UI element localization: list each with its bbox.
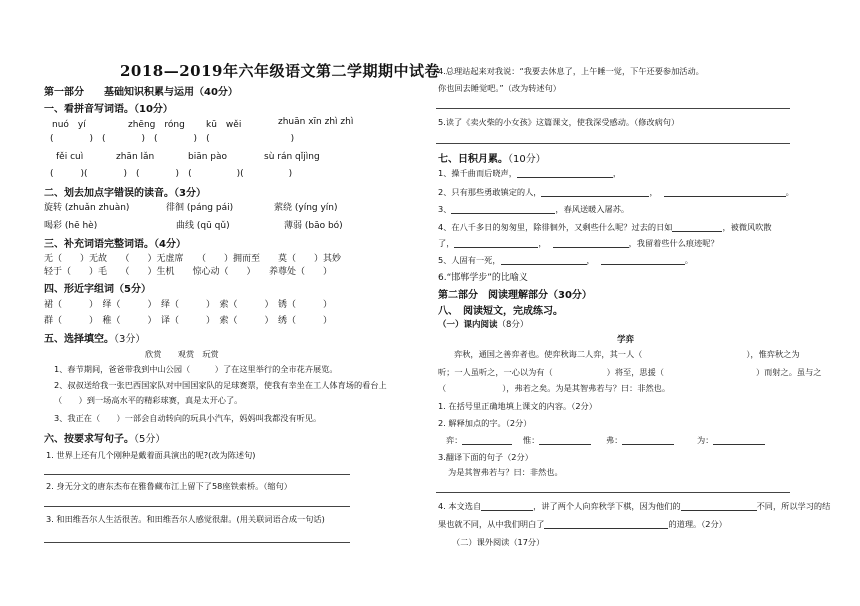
section2-heading: 二、划去加点字错误的读音。（3分）: [44, 188, 206, 199]
pinyin-5: fěi cuì: [56, 152, 84, 162]
answer-bracket-row1: ( ) ( ) ( ) ( ): [50, 134, 295, 144]
pinyin-4: zhuān xīn zhì zhì: [278, 117, 354, 127]
blank[interactable]: [672, 221, 722, 232]
similar-char-line-2: 群（ ） 稚（ ） 译（ ） 索（ ） 绣（ ）: [44, 316, 333, 326]
blank[interactable]: [681, 500, 757, 511]
reading-item-3: 萦绕 (yíng yín): [274, 203, 338, 213]
passage-line-2: 听；一人虽听之，一心以为有（ ）将至，思援（ ）而射之。虽与之: [438, 367, 822, 377]
choice-q2b: （ ）到一场高水平的精彩球赛，真是太开心了。: [54, 395, 243, 405]
choice-q1: 1、春节期间，爸爸带我到中山公园（ ）了在这里举行的全市花卉展览。: [54, 364, 338, 374]
blank[interactable]: [541, 186, 649, 197]
answer-line[interactable]: [436, 108, 790, 109]
section8-heading: 八、 阅读短文，完成练习。: [438, 306, 563, 317]
reading-item-6: 薄弱 (bāo bó): [284, 221, 343, 231]
part2-heading: 第二部分 阅读理解部分（30分）: [438, 290, 592, 301]
reading-item-1: 旋转 (zhuǎn zhuàn): [44, 203, 130, 213]
blank[interactable]: [462, 434, 512, 445]
answer-line[interactable]: [44, 542, 350, 543]
section4-heading: 四、形近字组词（5分）: [44, 284, 151, 295]
memory-l1: 1、操千曲而后晓声， ，: [438, 168, 622, 178]
similar-char-line-1: 裙（ ） 绎（ ） 绎（ ） 索（ ） 锈（ ）: [44, 300, 333, 310]
blank[interactable]: [664, 186, 786, 197]
exam-title: 2018—2019年六年级语文第二学期期中试卷: [120, 62, 440, 80]
choice-q2a: 2、叔叔送给我一张巴西国家队对中国国家队的足球赛票，使我有幸坐在工人体育场的看台上: [54, 380, 387, 390]
memory-l4b: 了， ， ，我留着些什么痕迹呢？: [438, 238, 719, 248]
rewrite-q4a: 4.总理站起来对我说：“我要去休息了，上午睡一觉，下午还要参加活动。: [438, 66, 704, 76]
pinyin-6: zhān lǎn: [116, 152, 155, 162]
blank[interactable]: [601, 254, 685, 265]
section5-heading: 五、选择填空。（3分）: [44, 334, 146, 345]
answer-line[interactable]: [44, 474, 350, 475]
rewrite-q5: 5.读了《卖火柴的小女孩》这篇课文，使我深受感动。（修改病句）: [438, 117, 680, 127]
pinyin-8: sù rán qǐjìng: [264, 152, 320, 162]
idiom-line-2: 轻于（ ）毛 （ ）生机 惊心动（ ） 养尊处（ ）: [44, 267, 333, 277]
passage-line-1: 弈秋，通国之善弈者也。使弈秋诲二人弈，其一人（ ），惟弈秋之为: [454, 349, 800, 359]
idiom-line-1: 无（ ）无故 （ ）无虚席 （ ）拥而至 莫（ ）其妙: [44, 254, 342, 264]
blank[interactable]: [553, 237, 629, 248]
section3-heading: 三、补充词语完整词语。（4分）: [44, 239, 186, 250]
rewrite-q2: 2. 身无分文的唐东杰布在雅鲁藏布江上留下了58座铁索桥。（缩句）: [46, 481, 292, 491]
reading-q3-sentence: 为是其智弗若与？曰：非然也。: [448, 467, 563, 477]
subsection2-heading: （二）课外阅读（17分）: [452, 537, 545, 547]
blank[interactable]: [544, 518, 668, 529]
blank[interactable]: [501, 254, 587, 265]
blank[interactable]: [481, 500, 533, 511]
rewrite-q3: 3. 和田维吾尔人生活很苦。和田维吾尔人感觉很甜。(用关联词语合成一句话): [46, 514, 325, 524]
passage-line-3: （ ），弗若之矣。为是其智弗若与？曰：非然也。: [438, 383, 671, 393]
passage-title: 学弈: [617, 335, 635, 345]
part1-heading: 第一部分 基础知识积累与运用（40分）: [44, 87, 238, 98]
reading-item-5: 曲线 (qū qǔ): [176, 221, 230, 231]
reading-q1: 1. 在括号里正确地填上课文的内容。（2分）: [438, 401, 597, 411]
reading-q2-items: 弈： 惟： 弗： 为：: [446, 434, 765, 446]
subsection1-heading: （一）课内阅读（8分）: [438, 320, 529, 330]
memory-l4a: 4、在八千多日的匆匆里，除徘徊外，又剩些什么呢？过去的日如 ，被微风吹散: [438, 222, 772, 232]
reading-q4b: 果也就不同，从中我们明白了 的道理。（2分）: [438, 519, 727, 529]
blank[interactable]: [622, 434, 674, 445]
reading-item-4: 喝彩 (hē hè): [44, 221, 98, 231]
rewrite-q4b: 你也回去睡觉吧。”（改为转述句）: [438, 83, 561, 93]
rewrite-q1: 1. 世界上还有几个刚种是戴着面具演出的呢?(改为陈述句): [46, 450, 256, 460]
section6-heading: 六、按要求写句子。（5分）: [44, 434, 166, 445]
reading-q3: 3.翻译下面的句子（2分）: [438, 452, 533, 462]
answer-line[interactable]: [44, 506, 350, 507]
memory-l3: 3、 ，春风送暖入屠苏。: [438, 204, 630, 214]
blank[interactable]: [454, 237, 538, 248]
answer-line[interactable]: [436, 492, 790, 493]
reading-item-2: 徘徊 (páng pái): [166, 203, 234, 213]
answer-bracket-row2: ( )( ) ( ) ( )( ): [50, 169, 293, 179]
blank[interactable]: [451, 203, 555, 214]
blank[interactable]: [517, 167, 613, 178]
blank[interactable]: [539, 434, 591, 445]
blank[interactable]: [713, 434, 765, 445]
pinyin-1: nuó yí: [52, 120, 86, 130]
memory-l2: 2、只有那些勇敢镇定的人， ， 。: [438, 187, 794, 197]
section1-heading: 一、看拼音写词语。（10分）: [44, 104, 173, 115]
reading-q4a: 4. 本文选自 ，讲了两个人向弈秋学下棋，因为他们的 不同，所以学习的结: [438, 501, 831, 511]
answer-line[interactable]: [436, 143, 790, 144]
pinyin-2: zhēng róng: [128, 120, 185, 130]
reading-q2: 2. 解释加点的字。（2分）: [438, 418, 532, 428]
memory-l5: 5、人固有一死， ， 。: [438, 255, 693, 265]
section7-heading: 七、日积月累。（10分）: [438, 154, 546, 165]
choice-words: 欣赏 观赏 玩赏: [145, 349, 219, 359]
memory-l6: 6.“邯郸学步”的比喻义: [438, 273, 528, 283]
pinyin-3: kū wěi: [206, 120, 242, 130]
choice-q3: 3、我正在（ ）一部会自动转向的玩具小汽车，妈妈叫我都没有听见。: [54, 413, 322, 423]
pinyin-7: biān pào: [188, 152, 228, 162]
